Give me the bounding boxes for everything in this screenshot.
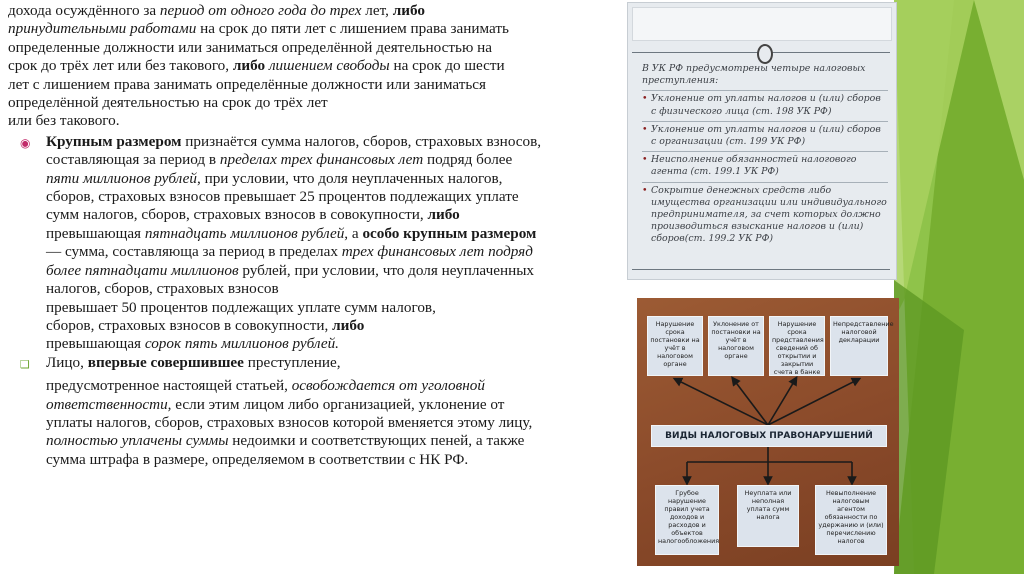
diagram-box: Нарушение срока постановки на учёт в налоговом органе [647, 316, 703, 376]
paragraph-line: лет с лишением права занимать определённые должности или заниматься [8, 75, 487, 93]
card-intro: В УК РФ предусмотрены четыре налоговых преступления: [642, 63, 866, 87]
bullet-large-size: ◉ Крупным размером признаётся сумма налогов, сборов, страховых взносов, составляющая за период в пределах трех финансовых лет подряд более пяти миллионов рублей, при условии, что доля неуплаченных налогов, сборов, страховых взносов превышает 25 процентов подлежащих уплате сумм налогов, сборов, страховых взносов в совокупности, либо превышающая пятнадцать миллионов рублей, а особо крупным размером — сумма, составляюща за период в пределах трех финансовых лет подряд более пятнадцати миллионов рублей, при условии, что доля неуплаченных налогов, сборов, страховых взносов превышает 50 процентов подлежащих уплате сумм налогов, сборов, страховых взносов в совокупности, либо превышающая сорок пять миллионов рублей. [20, 132, 542, 353]
tax-crimes-card [627, 2, 897, 280]
main-text [8, 2, 633, 469]
diagram-box: Непредставление налоговой декларации [830, 316, 888, 376]
card-list-item: • Сокрытие денежных средств либо имущества организации или индивидуального предпринимателя, за счет которых должно производиться взыскание налогов и (или) сборов(ст. 199.2 УК РФ) [642, 185, 888, 246]
circle-bullet-icon: ◉ [20, 135, 31, 150]
bullet-first-offense: ❑ Лицо, впервые совершившее преступление, предусмотренное настоящей статьей, освобождается от уголовной ответственности, если этим лицом либо организацией, уклонение от уплаты налогов, сборов, страховых взносов которой вменяется этому лицу, полностью уплачены суммы недоимки и соответствующих пеней, а также сумма штрафа в размере, определяемом в соответствии с НК РФ. [20, 353, 533, 468]
square-bullet-icon: ❑ [20, 357, 30, 371]
diagram-box: Нарушение срока представления сведений об открытии и закрытии счета в банке [769, 316, 825, 376]
diagram-box: Неуплата или неполная уплата сумм налога [737, 485, 799, 547]
ring-icon [757, 44, 773, 64]
card-list-item: • Неисполнение обязанностей налогового агента (ст. 199.1 УК РФ) [642, 154, 888, 178]
green-decoration [894, 0, 1024, 574]
paragraph-line: срок до трёх лет или без такового, либо лишением свободы на срок до шести [8, 57, 505, 75]
card-list-item: • Уклонение от уплаты налогов и (или) сборов с физического лица (ст. 198 УК РФ) [642, 93, 888, 117]
diagram-box: Невыполнение налоговым агентом обязанности по удержанию и (или) перечислению налогов [815, 485, 887, 555]
diagram-box: Грубое нарушение правил учета доходов и расходов и объектов налогообложения [655, 485, 719, 555]
tax-offenses-diagram [637, 298, 899, 566]
paragraph-line: принудительными работами на срок до пяти лет с лишением права занимать [8, 20, 509, 38]
paragraph-line: определенные должности или заниматься определённой деятельностью на [8, 38, 492, 56]
diagram-center-title: ВИДЫ НАЛОГОВЫХ ПРАВОНАРУШЕНИЙ [651, 425, 887, 447]
diagram-box: Уклонение от постановки на учёт в налоговом органе [708, 316, 764, 376]
paragraph-line: или без такового. [8, 112, 120, 130]
paragraph-line: определённой деятельностью на срок до трёх лет [8, 94, 328, 112]
card-list-item: • Уклонение от уплаты налогов и (или) сборов с организации (ст. 199 УК РФ) [642, 124, 888, 148]
paragraph-line: дохода осуждённого за период от одного года до трех лет, либо [8, 2, 425, 19]
